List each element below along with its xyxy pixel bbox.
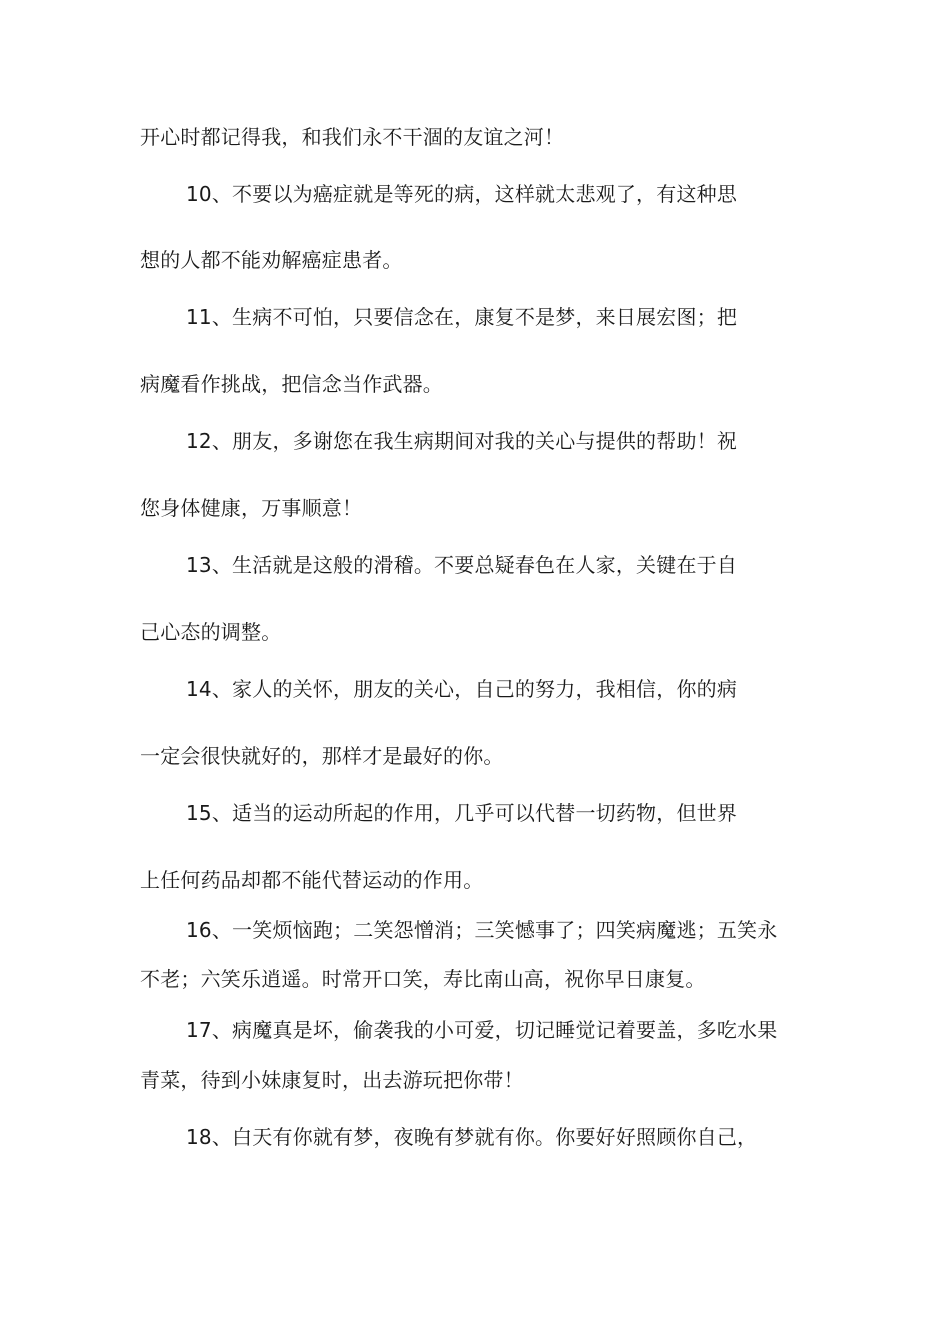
paragraph-16-line-2: 不老；六笑乐逍遥。时常开口笑，寿比南山高，祝你早日康复。	[140, 967, 706, 991]
paragraph-15-line-2: 上任何药品却都不能代替运动的作用。	[140, 868, 484, 892]
paragraph-12-line-1: 12、朋友，多谢您在我生病期间对我的关心与提供的帮助！祝	[186, 429, 738, 453]
paragraph-13-line-2: 己心态的调整。	[140, 620, 282, 644]
paragraph-10-line-1: 10、不要以为癌症就是等死的病，这样就太悲观了，有这种思	[186, 182, 738, 206]
paragraph-17-line-1: 17、病魔真是坏，偷袭我的小可爱，切记睡觉记着要盖，多吃水果	[186, 1018, 778, 1042]
paragraph-11-line-1: 11、生病不可怕，只要信念在，康复不是梦，来日展宏图；把	[186, 305, 738, 329]
paragraph-12-line-2: 您身体健康，万事顺意！	[140, 496, 363, 520]
paragraph-13-line-1: 13、生活就是这般的滑稽。不要总疑春色在人家，关键在于自	[186, 553, 738, 577]
paragraph-11-line-2: 病魔看作挑战，把信念当作武器。	[140, 372, 443, 396]
paragraph-10-line-2: 想的人都不能劝解癌症患者。	[140, 248, 403, 272]
paragraph-18-line-1: 18、白天有你就有梦，夜晚有梦就有你。你要好好照顾你自己，	[186, 1125, 758, 1149]
paragraph-14-line-1: 14、家人的关怀，朋友的关心，自己的努力，我相信，你的病	[186, 677, 738, 701]
paragraph-16-line-1: 16、一笑烦恼跑；二笑怨憎消；三笑憾事了；四笑病魔逃；五笑永	[186, 918, 778, 942]
paragraph-14-line-2: 一定会很快就好的，那样才是最好的你。	[140, 744, 504, 768]
text-line-continuation: 开心时都记得我，和我们永不干涸的友谊之河！	[140, 125, 565, 149]
paragraph-17-line-2: 青菜，待到小妹康复时，出去游玩把你带！	[140, 1068, 524, 1092]
paragraph-15-line-1: 15、适当的运动所起的作用，几乎可以代替一切药物，但世界	[186, 801, 738, 825]
